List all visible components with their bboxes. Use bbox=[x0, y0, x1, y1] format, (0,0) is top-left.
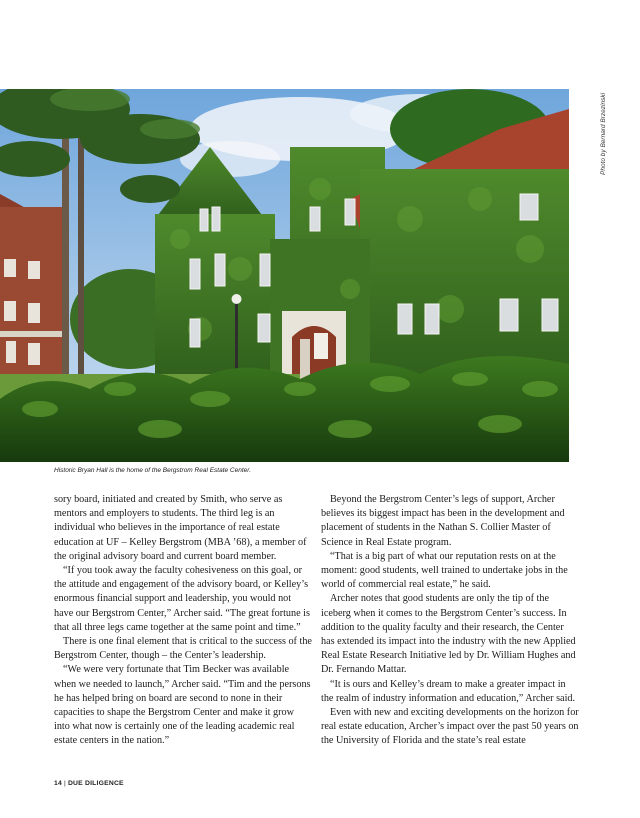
article-photo bbox=[0, 89, 569, 462]
bryan-hall-photo bbox=[0, 89, 569, 462]
article-column-right bbox=[321, 493, 579, 749]
publication-name: DUE DILIGENCE bbox=[67, 780, 124, 787]
article-column-left bbox=[54, 493, 312, 749]
paragraph: Even with new and exciting developments on the horizon for real estate education, Archer’s impact over the past 50 years on the University of Florida and the state’s real estate bbox=[321, 707, 579, 747]
paragraph: sory board, initiated and created by Smith, who serve as mentors and employers to students. The third leg is an individual who believes in the importance of real estate education at UF – Kelley Bergstrom (MBA ’68), a member of the original advisory board and current board member. bbox=[54, 494, 307, 562]
paragraph: “If you took away the faculty cohesiveness on this goal, or the attitude and engagement of the advisory board, or Kelley’s enormous financial support and leadership, you would not have our Bergstrom Center,” Archer said. “The great fortune is that all three legs came together at the same point and time.” bbox=[54, 565, 310, 633]
paragraph: “We were very fortunate that Tim Becker was available when we needed to launch,” Archer said. “Tim and the persons he has helped bring on board are second to none in their capacities to shape the Bergstrom Center and make it grow into what now is certainly one of the leading academic real estate centers in the nation.” bbox=[54, 664, 311, 747]
paragraph: There is one final element that is critical to the success of the Bergstrom Center, though – the Center’s leadership. bbox=[54, 636, 312, 662]
photo-credit-text: Photo by Bernard Brzezinski bbox=[600, 92, 607, 175]
paragraph: Beyond the Bergstrom Center’s legs of support, Archer believes its biggest impact has been in the development and placement of students in the Nathan S. Collier Master of Science in Real Estate program. bbox=[321, 494, 565, 548]
photo-credit bbox=[600, 89, 612, 179]
page-number: 14 bbox=[54, 780, 62, 787]
page-footer bbox=[54, 780, 124, 787]
paragraph: Archer notes that good students are only the tip of the iceberg when it comes to the Bergstrom Center’s success. In addition to the quality faculty and their research, the Center has extended its impact into the industry with the new Applied Real Estate Research Initiative led by Dr. William Hughes and Dr. Fernando Mattar. bbox=[321, 593, 576, 676]
paragraph: “That is a big part of what our reputation rests on at the moment: good students, well trained to undertake jobs in the world of commercial real estate,” he said. bbox=[321, 550, 568, 591]
footer-separator: | bbox=[63, 780, 66, 787]
photo-caption: Historic Bryan Hall is the home of the Bergstrom Real Estate Center. bbox=[54, 467, 252, 474]
paragraph: “It is ours and Kelley’s dream to make a greater impact in the realm of industry information and education,” Archer said. bbox=[321, 678, 576, 704]
